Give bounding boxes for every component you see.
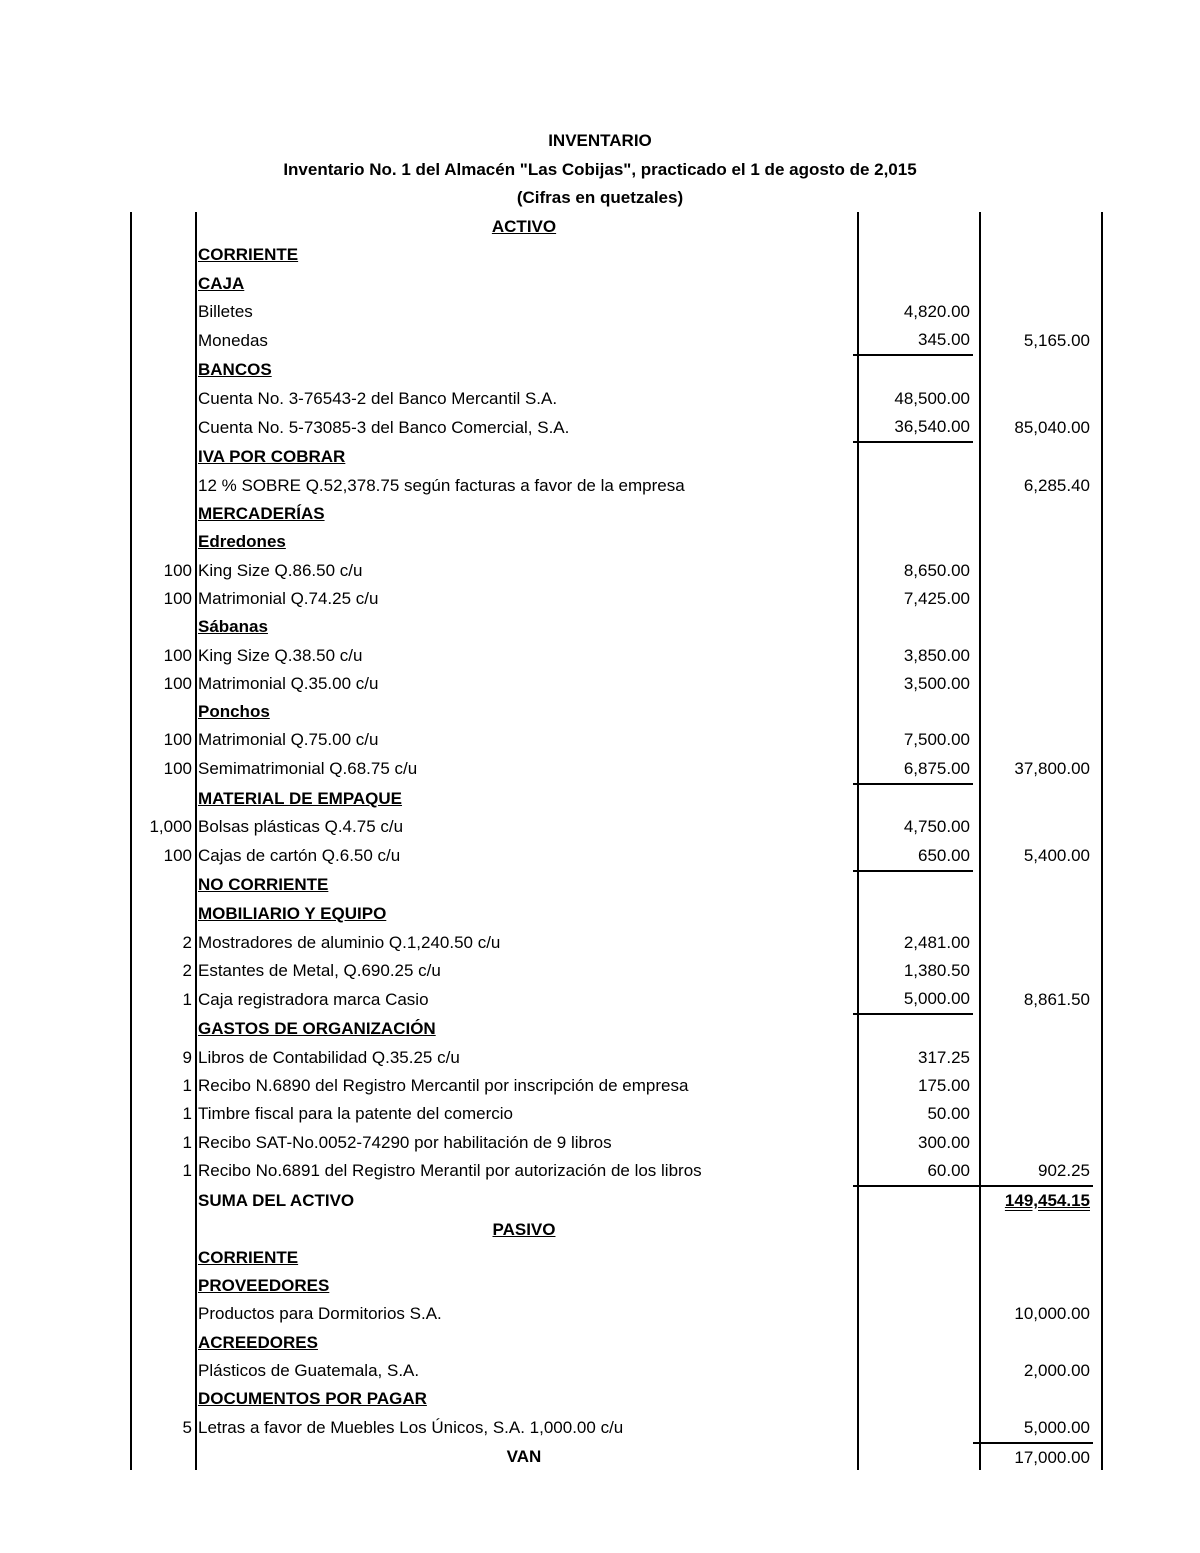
quantity-cell: [130, 871, 194, 900]
description-cell: ACREEDORES: [198, 1332, 318, 1352]
table-row: [130, 326, 1093, 355]
description-cell: 12 % SOBRE Q.52,378.75 según facturas a favor de la empresa: [198, 475, 685, 495]
table-row: [130, 1129, 1093, 1157]
total-cell: [973, 1129, 1093, 1157]
description-cell: Mostradores de aluminio Q.1,240.50 c/u: [198, 932, 501, 952]
table-row: [130, 1044, 1093, 1072]
table-row: [130, 985, 1093, 1014]
quantity-cell: [130, 613, 194, 641]
quantity-cell: [130, 1014, 194, 1043]
amount-cell: [853, 1215, 973, 1243]
total-cell: 149,454.15: [973, 1186, 1093, 1215]
table-row: [130, 670, 1093, 698]
description-cell: MERCADERÍAS: [198, 504, 325, 524]
description-cell: CORRIENTE: [198, 1247, 299, 1267]
amount-cell: [853, 355, 973, 384]
table-row: [130, 1357, 1093, 1385]
table-row: [130, 755, 1093, 784]
description-cell: Billetes: [198, 302, 253, 322]
amount-cell: 5,000.00: [903, 989, 970, 1009]
quantity-cell: 100: [163, 730, 192, 750]
total-cell: [973, 1329, 1093, 1357]
description-cell: Recibo N.6890 del Registro Mercantil por inscripción de empresa: [198, 1076, 689, 1096]
table-row: [130, 1385, 1093, 1413]
quantity-cell: 1: [182, 1104, 192, 1124]
total-cell: [973, 1072, 1093, 1100]
amount-cell: 60.00: [927, 1160, 970, 1180]
quantity-cell: [130, 270, 194, 298]
description-cell: DOCUMENTOS POR PAGAR: [198, 1389, 427, 1409]
description-cell: Recibo No.6891 del Registro Merantil por autorización de los libros: [198, 1161, 702, 1181]
amount-cell: 2,481.00: [903, 932, 970, 952]
quantity-cell: [130, 472, 194, 500]
quantity-cell: [130, 413, 194, 442]
currency-note: (Cifras en quetzales): [516, 188, 684, 207]
table-row: [130, 784, 1093, 813]
total-cell: [973, 1014, 1093, 1043]
amount-cell: 317.25: [918, 1047, 970, 1067]
table-row: [130, 641, 1093, 669]
amount-cell: 6,875.00: [903, 758, 970, 778]
total-cell: [973, 641, 1093, 669]
quantity-cell: 100: [163, 759, 192, 779]
amount-cell: 3,500.00: [903, 673, 970, 693]
quantity-cell: [130, 1272, 194, 1300]
quantity-cell: 1: [182, 1076, 192, 1096]
description-cell: Caja registradora marca Casio: [198, 989, 429, 1009]
amount-cell: 4,750.00: [903, 817, 970, 837]
amount-cell: [853, 442, 973, 471]
description-cell: Edredones: [198, 532, 286, 552]
description-cell: King Size Q.38.50 c/u: [198, 645, 363, 665]
total-cell: 17,000.00: [973, 1443, 1093, 1472]
description-cell: Bolsas plásticas Q.4.75 c/u: [198, 817, 404, 837]
total-cell: 902.25: [1038, 1160, 1090, 1180]
quantity-cell: [130, 500, 194, 528]
amount-cell: [853, 270, 973, 298]
amount-cell: 1,380.50: [903, 960, 970, 980]
total-cell: 85,040.00: [1014, 417, 1090, 437]
description-cell: SUMA DEL ACTIVO: [198, 1190, 355, 1210]
description-cell: CORRIENTE: [198, 245, 299, 265]
amount-cell: [853, 472, 973, 500]
total-cell: [973, 385, 1093, 413]
total-cell: [973, 1385, 1093, 1413]
amount-cell: [853, 1244, 973, 1272]
quantity-cell: 5: [182, 1418, 192, 1438]
quantity-cell: [130, 1186, 194, 1215]
table-row: [130, 270, 1093, 298]
total-cell: [973, 213, 1093, 241]
table-row: [130, 500, 1093, 528]
table-row: [130, 241, 1093, 269]
table-row: [130, 698, 1093, 726]
description-cell: Libros de Contabilidad Q.35.25 c/u: [198, 1047, 460, 1067]
column-rule-right: [1101, 212, 1103, 1470]
description-cell: Recibo SAT-No.0052-74290 por habilitación de 9 libros: [198, 1132, 612, 1152]
quantity-cell: [130, 784, 194, 813]
amount-cell: [853, 1300, 973, 1328]
quantity-cell: [130, 385, 194, 413]
quantity-cell: [130, 1300, 194, 1328]
amount-cell: 48,500.00: [894, 388, 970, 408]
quantity-cell: [130, 1443, 194, 1472]
amount-cell: 36,540.00: [894, 417, 970, 437]
quantity-cell: [130, 241, 194, 269]
amount-cell: 345.00: [918, 330, 970, 350]
table-row: [130, 1413, 1093, 1442]
total-cell: [973, 813, 1093, 841]
amount-cell: 7,425.00: [903, 589, 970, 608]
description-cell: MOBILIARIO Y EQUIPO: [198, 904, 387, 924]
total-cell: [973, 557, 1093, 585]
table-row: [130, 813, 1093, 841]
quantity-cell: [130, 1357, 194, 1385]
table-row: [130, 585, 1093, 613]
description-cell: Matrimonial Q.74.25 c/u: [198, 589, 379, 608]
quantity-cell: [130, 1329, 194, 1357]
total-cell: 2,000.00: [1023, 1361, 1090, 1381]
total-cell: [973, 957, 1093, 985]
quantity-cell: 9: [182, 1047, 192, 1067]
quantity-cell: 100: [163, 846, 192, 866]
amount-cell: 8,650.00: [903, 560, 970, 580]
total-cell: 5,165.00: [1023, 330, 1090, 350]
document-subtitle: Inventario No. 1 del Almacén "Las Cobijas", practicado el 1 de agosto de 2,015: [283, 160, 917, 179]
table-row: [130, 1072, 1093, 1100]
total-cell: [973, 900, 1093, 928]
description-cell: Cuenta No. 3-76543-2 del Banco Mercantil S.A.: [198, 388, 558, 408]
total-cell: [973, 928, 1093, 956]
total-cell: [973, 1244, 1093, 1272]
amount-cell: [853, 1329, 973, 1357]
total-cell: [973, 500, 1093, 528]
quantity-cell: [130, 1385, 194, 1413]
total-cell: 10,000.00: [1014, 1304, 1090, 1324]
description-cell: King Size Q.86.50 c/u: [198, 560, 363, 580]
total-cell: [973, 871, 1093, 900]
total-cell: 5,400.00: [1023, 846, 1090, 866]
amount-cell: [853, 1413, 973, 1442]
quantity-cell: [130, 698, 194, 726]
amount-cell: [853, 1357, 973, 1385]
amount-cell: 650.00: [918, 845, 970, 865]
table-row: [130, 385, 1093, 413]
quantity-cell: [130, 528, 194, 556]
inventory-table: [130, 213, 1093, 1472]
table-row: [130, 1014, 1093, 1043]
table-row: [130, 213, 1093, 241]
description-cell: MATERIAL DE EMPAQUE: [198, 788, 403, 808]
amount-cell: [853, 213, 973, 241]
description-cell: Matrimonial Q.75.00 c/u: [198, 730, 379, 750]
total-cell: [973, 355, 1093, 384]
quantity-cell: [130, 1215, 194, 1243]
description-cell: ACTIVO: [491, 217, 557, 237]
amount-cell: 50.00: [927, 1104, 970, 1124]
total-cell: 5,000.00: [1023, 1417, 1090, 1437]
table-row: [130, 726, 1093, 754]
description-cell: IVA POR COBRAR: [198, 447, 346, 467]
description-cell: BANCOS: [198, 360, 272, 380]
amount-cell: [853, 1385, 973, 1413]
total-cell: [973, 726, 1093, 754]
description-cell: GASTOS DE ORGANIZACIÓN: [198, 1018, 436, 1038]
table-row: [130, 1100, 1093, 1128]
quantity-cell: 100: [163, 645, 192, 665]
description-cell: Ponchos: [198, 702, 270, 722]
total-cell: [973, 1215, 1093, 1243]
description-cell: CAJA: [198, 273, 245, 293]
description-cell: Letras a favor de Muebles Los Únicos, S.A. 1,000.00 c/u: [198, 1418, 624, 1438]
total-cell: [973, 784, 1093, 813]
amount-cell: [853, 241, 973, 269]
quantity-cell: 100: [163, 673, 192, 693]
table-row: [130, 472, 1093, 500]
quantity-cell: [130, 1244, 194, 1272]
quantity-cell: 2: [182, 960, 192, 980]
description-cell: NO CORRIENTE: [198, 875, 329, 895]
table-row: [130, 1443, 1093, 1472]
table-row: [130, 1329, 1093, 1357]
quantity-cell: [130, 326, 194, 355]
description-cell: Plásticos de Guatemala, S.A.: [198, 1361, 420, 1381]
total-cell: [973, 613, 1093, 641]
table-row: [130, 871, 1093, 900]
amount-cell: [853, 613, 973, 641]
total-cell: [973, 1100, 1093, 1128]
amount-cell: 300.00: [918, 1132, 970, 1152]
description-cell: VAN: [506, 1447, 542, 1467]
total-cell: [973, 241, 1093, 269]
quantity-cell: 100: [163, 589, 192, 608]
description-cell: Sábanas: [198, 617, 268, 637]
description-cell: Cajas de cartón Q.6.50 c/u: [198, 846, 401, 866]
quantity-cell: [130, 442, 194, 471]
total-cell: [973, 698, 1093, 726]
table-row: [130, 298, 1093, 326]
total-cell: [973, 585, 1093, 613]
total-cell: [973, 298, 1093, 326]
amount-cell: [853, 528, 973, 556]
description-cell: Semimatrimonial Q.68.75 c/u: [198, 759, 418, 779]
table-row: [130, 1157, 1093, 1186]
amount-cell: [853, 900, 973, 928]
description-cell: Monedas: [198, 330, 268, 350]
quantity-cell: [130, 213, 194, 241]
table-row: [130, 1244, 1093, 1272]
amount-cell: [853, 1014, 973, 1043]
total-cell: [973, 528, 1093, 556]
total-cell: [973, 1044, 1093, 1072]
quantity-cell: [130, 900, 194, 928]
table-row: [130, 900, 1093, 928]
amount-cell: [853, 1272, 973, 1300]
document-title: INVENTARIO: [548, 131, 652, 150]
table-row: [130, 957, 1093, 985]
table-row: [130, 1272, 1093, 1300]
description-cell: Productos para Dormitorios S.A.: [198, 1304, 442, 1324]
quantity-cell: 2: [182, 932, 192, 952]
amount-cell: 3,850.00: [903, 645, 970, 665]
amount-cell: 4,820.00: [903, 302, 970, 322]
description-cell: Timbre fiscal para la patente del comercio: [198, 1104, 513, 1124]
amount-cell: [853, 1443, 973, 1472]
table-row: [130, 557, 1093, 585]
amount-cell: [853, 1186, 973, 1215]
table-row: [130, 1300, 1093, 1328]
total-cell: [973, 442, 1093, 471]
quantity-cell: 1,000: [149, 817, 192, 837]
table-row: [130, 1186, 1093, 1215]
description-cell: Cuenta No. 5-73085-3 del Banco Comercial, S.A.: [198, 417, 570, 437]
amount-cell: [853, 698, 973, 726]
quantity-cell: [130, 355, 194, 384]
total-cell: [973, 270, 1093, 298]
quantity-cell: 1: [182, 1132, 192, 1152]
quantity-cell: [130, 298, 194, 326]
table-row: [130, 842, 1093, 871]
table-row: [130, 355, 1093, 384]
total-cell: 8,861.50: [1023, 989, 1090, 1009]
table-row: [130, 928, 1093, 956]
quantity-cell: 100: [163, 560, 192, 580]
quantity-cell: 1: [182, 1161, 192, 1181]
amount-cell: 7,500.00: [903, 730, 970, 750]
table-row: [130, 1215, 1093, 1243]
description-cell: Estantes de Metal, Q.690.25 c/u: [198, 960, 441, 980]
description-cell: PASIVO: [492, 1219, 556, 1239]
amount-cell: [853, 871, 973, 900]
table-row: [130, 442, 1093, 471]
description-cell: PROVEEDORES: [198, 1276, 330, 1296]
total-cell: 6,285.40: [1023, 475, 1090, 495]
amount-cell: [853, 784, 973, 813]
description-cell: Matrimonial Q.35.00 c/u: [198, 673, 379, 693]
amount-cell: 175.00: [918, 1076, 970, 1096]
total-cell: 37,800.00: [1014, 759, 1090, 779]
total-cell: [973, 1272, 1093, 1300]
quantity-cell: 1: [182, 989, 192, 1009]
amount-cell: [853, 500, 973, 528]
table-row: [130, 528, 1093, 556]
table-row: [130, 613, 1093, 641]
total-cell: [973, 670, 1093, 698]
table-row: [130, 413, 1093, 442]
